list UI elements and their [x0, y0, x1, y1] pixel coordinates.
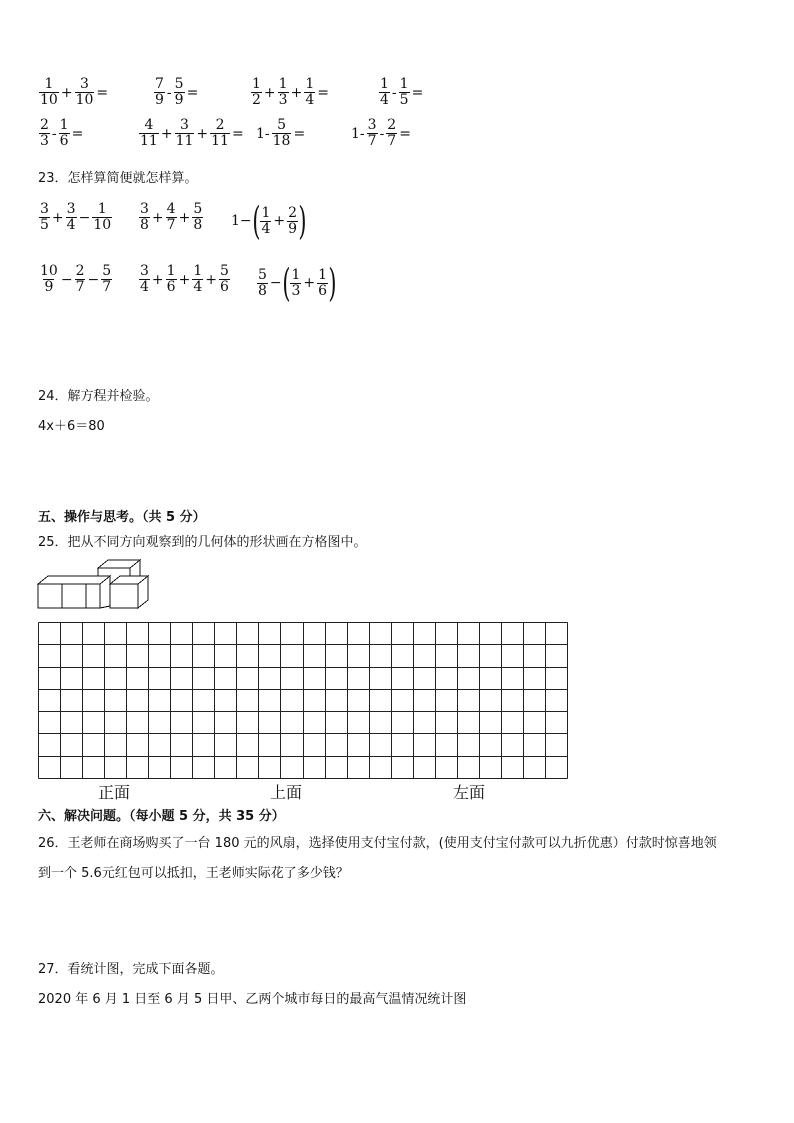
parenthesis: (: [251, 199, 261, 243]
denominator: 3: [40, 133, 49, 149]
denominator: 2: [252, 92, 261, 108]
denominator: 11: [175, 133, 194, 149]
fraction: [317, 268, 328, 299]
q23-expr-2-1: [38, 264, 113, 295]
fraction: [192, 264, 203, 295]
denominator: 8: [140, 217, 149, 233]
denominator: 10: [40, 92, 58, 108]
numerator: 1: [44, 76, 54, 92]
denominator: 6: [318, 282, 328, 299]
denominator: 8: [193, 217, 203, 233]
q24-equation: 4x＋6＝80: [38, 419, 105, 434]
fraction: [278, 77, 289, 108]
fraction: [139, 118, 159, 149]
equals-sign: =: [96, 84, 109, 101]
fraction: [367, 118, 378, 149]
fraction: [154, 77, 165, 108]
cube-1: [38, 584, 62, 608]
denominator: 5: [399, 92, 409, 108]
fraction: [260, 206, 271, 237]
fraction: [272, 118, 292, 149]
cube-3: [86, 584, 100, 608]
fraction: [66, 202, 77, 233]
operator: −: [60, 271, 73, 288]
numerator: 3: [140, 263, 149, 279]
fraction: [219, 264, 230, 295]
operator: −: [269, 275, 282, 291]
operator: -: [166, 84, 172, 101]
equals-sign: =: [231, 125, 244, 142]
fraction: [175, 118, 195, 149]
section-6-title: 六、解决问题。（每小题 5 分，共 35 分）: [38, 809, 285, 824]
cube-4: [110, 584, 138, 608]
operator: 1-: [256, 125, 270, 142]
denominator: 10: [93, 217, 112, 233]
numerator: 5: [258, 266, 267, 283]
denominator: 11: [140, 133, 158, 149]
numerator: 1: [278, 76, 288, 92]
q26-line-2: 到一个 5.6元红包可以抵扣，王老师实际花了多少钱？: [38, 866, 349, 881]
fraction: [287, 206, 298, 237]
operator: +: [60, 84, 73, 101]
expr-1-4: [378, 77, 424, 108]
equals-sign: =: [71, 125, 84, 142]
section-5-title: 五、操作与思考。（共 5 分）: [38, 510, 206, 525]
fraction: [39, 118, 50, 149]
numerator: 1: [318, 266, 328, 283]
denominator: 7: [75, 279, 85, 295]
fraction: [39, 264, 59, 295]
fraction: [166, 264, 177, 295]
equals-sign: =: [399, 125, 411, 142]
numerator: 3: [180, 117, 189, 133]
fraction: [75, 77, 95, 108]
denominator: 9: [155, 92, 164, 108]
operator: +: [273, 213, 286, 229]
denominator: 7: [166, 217, 176, 233]
denominator: 3: [278, 92, 288, 108]
denominator: 4: [305, 92, 315, 108]
fraction: [92, 202, 112, 233]
denominator: 7: [102, 279, 112, 295]
denominator: 4: [261, 220, 271, 237]
numerator: 1: [291, 266, 301, 283]
numerator: 4: [144, 117, 154, 133]
q25-title: 25．把从不同方向观察到的几何体的形状画在方格图中。: [38, 535, 367, 550]
numerator: 1: [261, 204, 271, 221]
operator: +: [205, 271, 217, 288]
operator: −: [78, 209, 91, 226]
numerator: 3: [40, 201, 49, 217]
q26-line-1: 26．王老师在商场购买了一台 180 元的风扇，选择使用支付宝付款，(使用支付宝付款可以九折优惠）付款时惊喜地领: [38, 836, 717, 851]
denominator: 4: [193, 279, 203, 295]
numerator: 4: [166, 201, 176, 217]
numerator: 1: [166, 263, 176, 279]
numerator: 2: [75, 263, 85, 279]
denominator: 7: [367, 133, 377, 149]
numerator: 5: [102, 263, 112, 279]
fraction: [192, 202, 203, 233]
denominator: 7: [387, 133, 397, 149]
q23-expr-2-2: [138, 264, 231, 295]
denominator: 9: [44, 279, 54, 295]
q23-row-1: [38, 200, 358, 246]
equals-sign: =: [186, 84, 199, 101]
equals-sign: =: [293, 125, 306, 142]
q23-expr-2-3: [256, 261, 337, 305]
parenthesis: ): [298, 199, 307, 243]
denominator: 5: [40, 217, 49, 233]
operator: +: [178, 271, 191, 288]
drawing-grid[interactable]: [38, 622, 568, 779]
denominator: 8: [258, 282, 267, 299]
numerator: 3: [367, 117, 377, 133]
fraction: [75, 264, 86, 295]
label-top: 上面: [270, 783, 303, 802]
fraction: [59, 118, 70, 149]
denominator: 4: [140, 279, 149, 295]
calc-row-2: [38, 118, 458, 158]
denominator: 6: [219, 279, 229, 295]
operator: +: [263, 84, 276, 101]
fraction: [174, 77, 185, 108]
operator: 1-: [351, 125, 365, 142]
denominator: 10: [75, 92, 94, 108]
expr-2-3: [255, 118, 306, 149]
operator: +: [303, 275, 316, 291]
q23-expr-1-2: [138, 202, 204, 233]
numerator: 1: [193, 263, 203, 279]
cube-figure: [36, 558, 156, 612]
numerator: 1: [305, 76, 315, 92]
numerator: 3: [80, 76, 89, 92]
denominator: 6: [59, 133, 69, 149]
numerator: 1: [380, 76, 389, 92]
numerator: 2: [215, 117, 225, 133]
label-front: 正面: [98, 783, 131, 802]
fraction: [139, 202, 150, 233]
numerator: 1: [252, 76, 261, 92]
expr-2-1: [38, 118, 84, 149]
calc-row-1: [38, 77, 458, 117]
q23-expr-1-3: [230, 199, 307, 243]
numerator: 1: [399, 76, 409, 92]
q23-title: 23．怎样算简便就怎样算。: [38, 171, 198, 186]
numerator: 2: [387, 117, 397, 133]
operator: +: [160, 125, 173, 142]
denominator: 6: [166, 279, 176, 295]
denominator: 4: [66, 217, 76, 233]
equals-sign: =: [411, 84, 424, 101]
denominator: 18: [272, 133, 291, 149]
denominator: 4: [380, 92, 389, 108]
fraction: [39, 77, 59, 108]
denominator: 3: [291, 282, 301, 299]
fraction: [257, 268, 268, 299]
q24-title: 24．解方程并检验。: [38, 389, 159, 404]
operator: -: [51, 125, 57, 142]
operator: +: [196, 125, 209, 142]
expr-1-3: [250, 77, 330, 108]
operator: -: [379, 125, 385, 142]
fraction: [290, 268, 301, 299]
numerator: 1: [97, 201, 107, 217]
denominator: 9: [174, 92, 184, 108]
numerator: 10: [40, 263, 58, 279]
operator: +: [178, 209, 191, 226]
fraction: [399, 77, 410, 108]
cube-2: [62, 584, 86, 608]
expr-2-2: [138, 118, 245, 149]
fraction: [251, 77, 262, 108]
numerator: 3: [140, 201, 149, 217]
fraction: [304, 77, 315, 108]
fraction: [386, 118, 397, 149]
fraction: [139, 264, 150, 295]
numerator: 2: [40, 117, 49, 133]
denominator: 11: [211, 133, 229, 149]
numerator: 3: [66, 201, 76, 217]
denominator: 9: [288, 220, 298, 237]
numerator: 7: [155, 76, 164, 92]
fraction: [39, 202, 50, 233]
parenthesis: (: [281, 261, 291, 305]
operator: +: [290, 84, 303, 101]
q27-chart-title: 2020 年 6 月 1 日至 6 月 5 日甲、乙两个城市每日的最高气温情况统计图: [38, 992, 467, 1007]
operator: +: [151, 271, 164, 288]
fraction: [379, 77, 390, 108]
operator: +: [51, 209, 64, 226]
q23-expr-1-1: [38, 202, 113, 233]
equals-sign: =: [317, 84, 329, 101]
numerator: 5: [174, 76, 184, 92]
operator: +: [151, 209, 164, 226]
q27-title: 27．看统计图，完成下面各题。: [38, 962, 224, 977]
operator: -: [391, 84, 397, 101]
expr-1-1: [38, 77, 109, 108]
q23-row-2: [38, 262, 358, 308]
numerator: 1: [59, 117, 69, 133]
operator: −: [87, 271, 100, 288]
label-left: 左面: [453, 783, 486, 802]
fraction: [166, 202, 177, 233]
numerator: 5: [219, 263, 229, 279]
expr-1-2: [153, 77, 199, 108]
numerator: 5: [277, 117, 287, 133]
expr-2-4: [350, 118, 412, 149]
numerator: 5: [193, 201, 203, 217]
operator: 1−: [231, 213, 252, 229]
fraction: [101, 264, 112, 295]
parenthesis: ): [328, 261, 337, 305]
numerator: 2: [288, 204, 298, 221]
fraction: [210, 118, 230, 149]
